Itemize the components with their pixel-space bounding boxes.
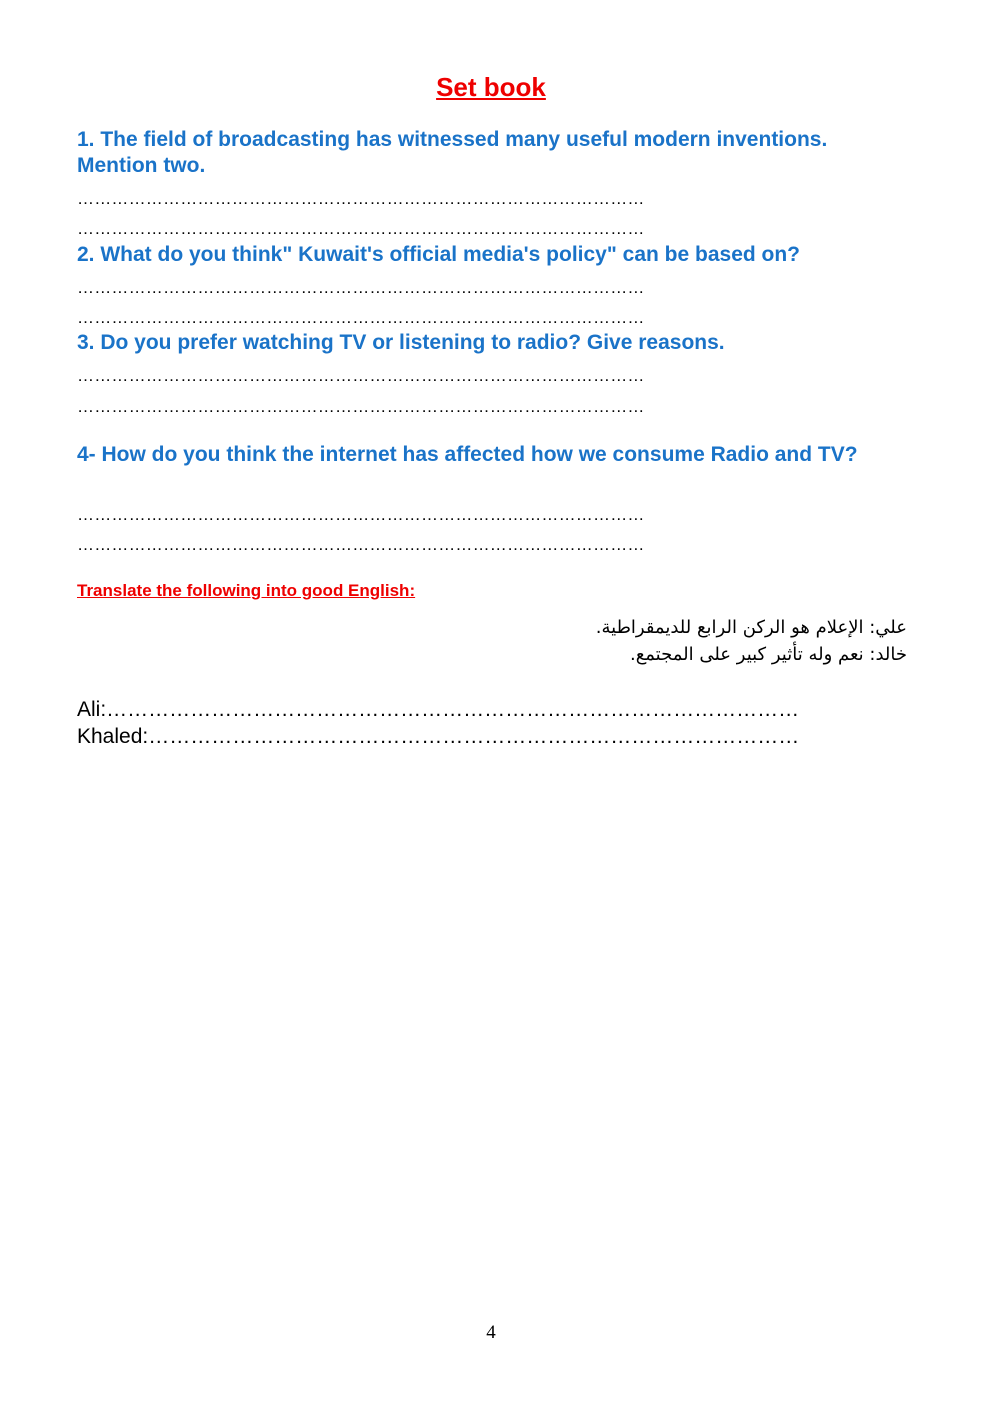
answer-line-1a: ……………………………………………………………………………………… (77, 189, 645, 208)
question-3: 3. Do you prefer watching TV or listening to radio? Give reasons. (77, 331, 725, 354)
answer-line-2a: ……………………………………………………………………………………… (77, 278, 645, 297)
answer-line-3a: ……………………………………………………………………………………… (77, 366, 645, 385)
answer-line-4a: ……………………………………………………………………………………… (77, 505, 645, 524)
page-number: 4 (486, 1322, 496, 1343)
answer-line-4b: ……………………………………………………………………………………… (77, 535, 645, 554)
translation-instruction: Translate the following into good English: (77, 581, 416, 600)
question-1: 1. The field of broadcasting has witnessed many useful modern inventions. Mention two. (77, 128, 828, 177)
answer-line-3b: ……………………………………………………………………………………… (77, 397, 645, 416)
arabic-line-khaled: خالد: نعم وله تأثير كبير على المجتمع. (629, 644, 907, 665)
arabic-line-ali: علي: الإعلام هو الركن الرابع للديمقراطية. (595, 617, 907, 638)
question-4: 4- How do you think the internet has affected how we consume Radio and TV? (77, 443, 858, 466)
answer-line-1b: ……………………………………………………………………………………… (77, 219, 645, 238)
translation-answer-khaled: Khaled:………………………………………………………………………………… (77, 725, 800, 748)
answer-line-2b: ……………………………………………………………………………………… (77, 308, 645, 327)
page-title: Set book (436, 72, 546, 102)
question-2: 2. What do you think" Kuwait's official media's policy" can be based on? (77, 243, 801, 266)
translation-answer-ali: Ali:……………………………………………………………………………………… (77, 698, 800, 721)
